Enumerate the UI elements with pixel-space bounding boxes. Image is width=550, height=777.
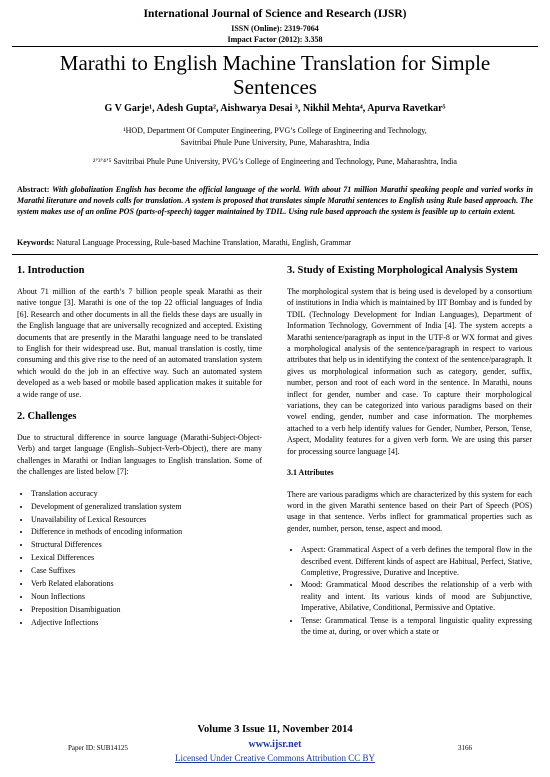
list-item: • Noun Inflections [31, 591, 262, 602]
keywords-label: Keywords: [17, 238, 55, 247]
list-item: • Adjective Inflections [31, 617, 262, 628]
abstract-label: Abstract: [17, 185, 50, 194]
list-item: • Verb Related elaborations [31, 578, 262, 589]
page-number: 3166 [458, 744, 472, 752]
list-item: • Lexical Differences [31, 552, 262, 563]
keywords-text: Natural Language Processing, Rule-based Machine Translation, Marathi, English, Grammar [56, 238, 351, 247]
paper-id: Paper ID: SUB14125 [68, 744, 128, 752]
abstract-text: With globalization English has become the official language of the world. With about 71 million Marathi speaking people and varied works in Marathi literature and novels calls for translation. A system is proposed that translates simple Marathi sentences to English using Rule based approach. The system makes use of an online POS (parts-of-speech) tagger maintained by TDIL. Using rule based approach the system is feasible up to certain extent. [17, 185, 533, 216]
abstract [17, 184, 533, 217]
authors: G V Garje¹, Adesh Gupta², Aishwarya Desai ³, Nikhil Mehta⁴, Apurva Ravetkar⁵ [104, 103, 446, 114]
journal-name: International Journal of Science and Research (IJSR) [143, 8, 407, 20]
right-column [287, 264, 532, 649]
list-item: • Development of generalized translation system [31, 501, 262, 512]
list-item: • Preposition Disambiguation [31, 604, 262, 615]
affiliation-1-line-2: Savitribai Phule Pune University, Pune, Maharashtra, India [180, 138, 370, 147]
challenges-paragraph: Due to structural difference in source language (Marathi-Subject-Object-Verb) and target language (English–Subject-Verb-Object), there are many challenges in Marathi or Indian languages to English translation. Some of the challenges are listed below [7]: [17, 433, 262, 477]
left-column [17, 264, 262, 640]
affiliation-2: ²ʼ³ʼ⁴ʼ⁵ Savitribai Phule Pune University, PVG’s College of Engineering and Technology, Pune, Maharashtra, India [93, 157, 457, 166]
keywords [17, 238, 533, 247]
challenges-list [17, 488, 262, 628]
list-item: • Translation accuracy [31, 488, 262, 499]
list-item: • Difference in methods of encoding information [31, 526, 262, 537]
paper-title: Marathi to English Machine Translation for Simple Sentences [59, 51, 491, 99]
license-link[interactable]: Licensed Under Creative Commons Attribution CC BY [175, 753, 375, 763]
volume-info: Volume 3 Issue 11, November 2014 [197, 724, 353, 735]
section-study-title: 3. Study of Existing Morphological Analysis System [287, 265, 518, 276]
list-item: • Tense: Grammatical Tense is a temporal linguistic quality expressing the time at, during, or over which a state or [301, 615, 532, 638]
section-challenges-title: 2. Challenges [17, 411, 77, 423]
journal-website-link[interactable]: www.ijsr.net [248, 739, 302, 750]
list-item: • Unavailability of Lexical Resources [31, 514, 262, 525]
affiliation-1-line-1: ¹HOD, Department Of Computer Engineering, PVG’s College of Engineering and Technology, [123, 126, 427, 135]
issn: ISSN (Online): 2319-7064 [231, 24, 319, 33]
introduction-paragraph: About 71 million of the earth’s 7 billion people speak Marathi as their native tongue [3]. Marathi is one of the top 22 official languages of India [6]. Research and other documents in all the fields these days are usually in the English language that are universally recognized and accepted. Existing documents that are presently in the Marathi language need to be translated to English for their widespread use. But, manual translation is costly, time consuming and this give rise to the need of an automated translation system which would do the job in an effective way. Such an automated system developed as a web based or mobile based application makes it suitable for a wide range of use. [17, 287, 262, 399]
impact-factor: Impact Factor (2012): 3.358 [227, 35, 323, 44]
attributes-paragraph: There are various paradigms which are characterized by this system for each word in the given Marathi sentence based on their Part of Speech (POS) usage in that sentence. Verbs inflect for grammatical properties such as gender, number, person, tense, aspect and mood. [287, 489, 532, 533]
study-paragraph: The morphological system that is being used is developed by a consortium of institutions in India which is maintained by IIT Bombay and is funded by TDIL (Technology Development for Indian Languages), Department of Information Technology, Government of India [4]. The system accepts a Marathi sentence/paragraph as input in the UTF-8 or WX format and gives a morphological analysis of the sentence/paragraph in respect to various attributes that help us in identifying the context of the sentence/paragraph. It gives us morphological information such as category, gender, suffix, number, person and root of each word in the sentence. In Marathi, nouns inflect for gender, number and case. To capture their morphological variations, they can be categorized into various paradigms based on their vowel ending, gender, number and case information. The morphemes attached to a verb help identify values for Gender, Number, Person, Tense, Aspect, Modality features for a given verb form. We are using this parser for processing source language [4]. [287, 287, 532, 456]
attributes-list [287, 544, 532, 637]
list-item: • Case Suffixes [31, 565, 262, 576]
list-item: • Mood: Grammatical Mood describes the relationship of a verb with reality and intent. Its various kinds of mood are Subjunctive, Imperative, Abilative, Conditional, Permissive and Optative. [301, 579, 532, 613]
section-introduction-title: 1. Introduction [17, 265, 85, 276]
subsection-attributes-title: 3.1 Attributes [287, 468, 334, 478]
header-rule [12, 46, 538, 47]
list-item: • Structural Differences [31, 539, 262, 550]
list-item: • Aspect: Grammatical Aspect of a verb defines the temporal flow in the described event. Different kinds of aspect are Habitual, Perfect, Stative, Completive, Progressive, Durative and Inceptive. [301, 544, 532, 578]
abstract-rule [12, 254, 538, 255]
